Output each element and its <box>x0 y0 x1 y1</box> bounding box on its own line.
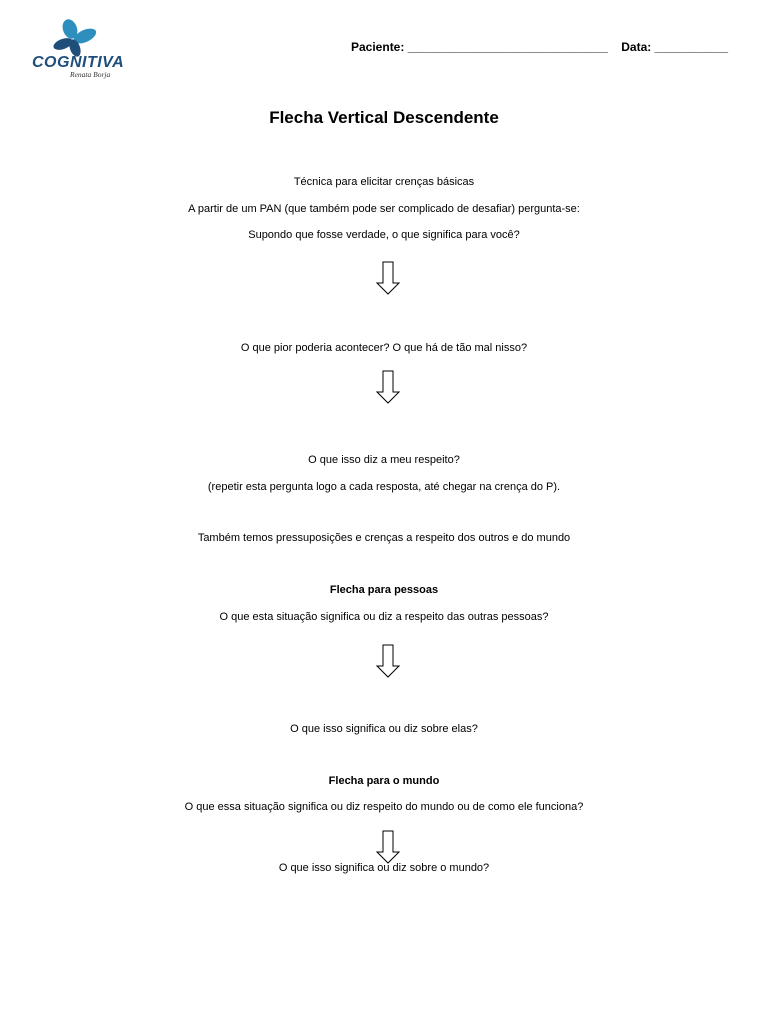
data-blank: ___________ <box>654 40 729 54</box>
people-question-2: O que isso significa ou diz sobre elas? <box>290 723 478 735</box>
question-3: O que isso diz a meu respeito? <box>308 454 460 466</box>
header-fields <box>351 40 728 54</box>
down-arrow-icon <box>375 644 401 678</box>
down-arrow-icon <box>375 261 401 295</box>
logo-brand: COGNITIVA <box>32 54 125 71</box>
people-heading: Flecha para pessoas <box>329 584 439 596</box>
people-question-1: O que esta situação significa ou diz a respeito das outras pessoas? <box>219 611 549 623</box>
logo-author: Renata Borja <box>70 70 111 79</box>
pan-text: A partir de um PAN (que também pode ser complicado de desafiar) pergunta-se: <box>188 203 580 215</box>
down-arrow-icon <box>375 830 401 864</box>
world-question-2: O que isso significa ou diz sobre o mundo? <box>278 862 490 874</box>
world-heading: Flecha para o mundo <box>328 775 440 787</box>
down-arrow-icon <box>375 370 401 404</box>
question-3-note: (repetir esta pergunta logo a cada resposta, até chegar na crença do P). <box>207 481 561 493</box>
paciente-label: Paciente: <box>351 40 405 54</box>
also-text: Também temos pressuposições e crenças a respeito dos outros e do mundo <box>197 532 571 544</box>
data-label: Data: <box>621 40 652 54</box>
question-2: O que pior poderia acontecer? O que há de tão mal nisso? <box>240 342 528 354</box>
world-question-1: O que essa situação significa ou diz respeito do mundo ou de como ele funciona? <box>184 801 584 813</box>
intro-text: Técnica para elicitar crenças básicas <box>293 176 475 188</box>
paciente-blank: ______________________________ <box>407 40 608 54</box>
page-title: Flecha Vertical Descendente <box>269 108 499 127</box>
question-1: Supondo que fosse verdade, o que significa para você? <box>248 229 520 241</box>
